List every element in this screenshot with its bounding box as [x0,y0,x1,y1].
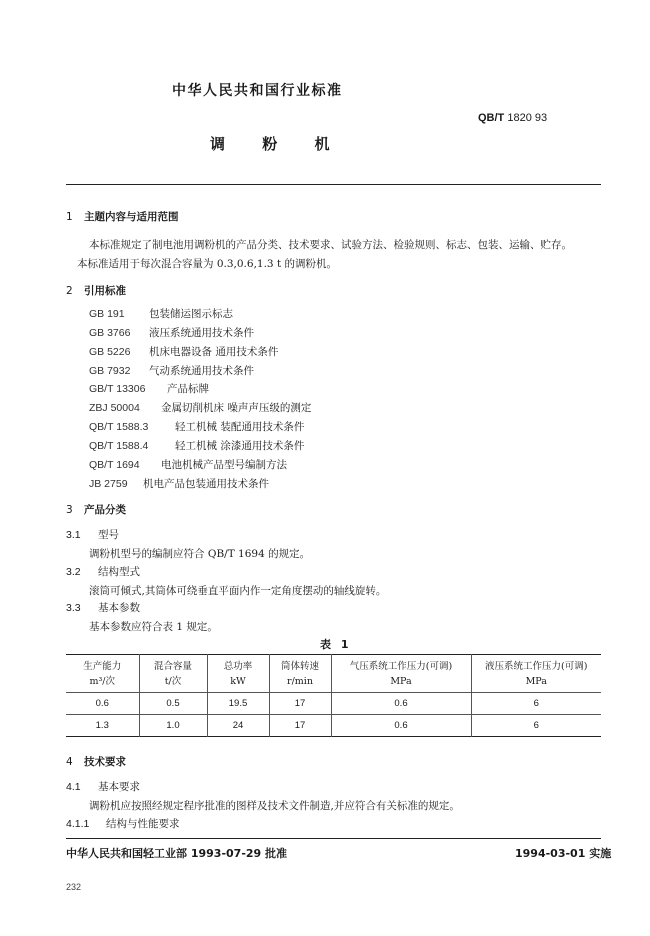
reference-item [89,363,254,378]
subsection-3-3-heading [66,600,140,615]
reference-name: 包装储运图示标志 [149,308,233,320]
subsection-title: 基本要求 [98,781,140,793]
column-unit: r/min [287,675,313,687]
subsection-3-1-text: 调粉机型号的编制应符合 QB/T 1694 的规定。 [89,548,311,560]
table-cell: 1.3 [95,720,109,731]
section-title: 主题内容与适用范围 [84,211,179,223]
reference-item [89,438,304,453]
subsection-3-3-text: 基本参数应符合表 1 规定。 [89,621,218,633]
column-unit: m³/次 [89,675,116,687]
reference-code: QB/T 1694 [89,459,140,471]
table-cell: 1.0 [139,715,207,737]
section-2-heading [66,283,126,298]
table-cell: 0.5 [139,693,207,715]
table-caption: 表 1 [320,638,352,651]
subsection-number: 4.1 [66,781,81,793]
reference-code: JB 2759 [89,478,128,490]
column-name: 混合容量 [153,660,192,672]
standard-number: 1820 93 [507,112,548,124]
table-cell: 17 [269,693,331,715]
table-row [66,715,601,737]
reference-code: GB 3766 [89,327,131,339]
subsection-title: 结构与性能要求 [106,818,180,830]
subsection-number: 3.1 [66,529,81,541]
column-unit: t/次 [164,675,182,687]
subsection-3-1-heading [66,527,119,542]
table-cell: 17 [269,715,331,737]
column-name: 总功率 [223,660,253,672]
section-3-heading [66,502,126,517]
table-cell: 24 [207,715,269,737]
section-1-line-1: 本标准规定了制电池用调粉机的产品分类、技术要求、试验方法、检验规则、标志、包装、运输、贮存。 [89,239,572,251]
section-1-line-2: 本标准适用于每次混合容量为 0.3,0.6,1.3 t 的调粉机。 [77,258,338,270]
reference-name: 机电产品包装通用技术条件 [143,478,269,490]
subsection-4-1-1-heading [66,816,180,831]
table-header-cell [471,655,601,693]
section-number: 4 [66,756,73,768]
subsection-4-1-text: 调粉机应按照经规定程序批准的图样及技术文件制造,并应符合有关标准的规定。 [89,800,460,812]
org-title: 中华人民共和国行业标准 [172,83,343,99]
table-cell: 6 [471,715,601,737]
reference-item [89,419,304,434]
header-divider [66,184,601,185]
column-name: 液压系统工作压力(可调) [485,660,588,672]
table-cell: 0.6 [95,698,109,709]
parameter-table [66,654,601,737]
subsection-3-2-heading [66,564,140,579]
reference-item [89,344,278,359]
reference-name: 液压系统通用技术条件 [149,327,254,339]
reference-item [89,476,269,491]
subsection-title: 型号 [98,529,119,541]
table-header-row [66,655,601,693]
table-row [66,693,601,715]
table-cell: 0.6 [331,693,471,715]
footer-divider [66,838,601,839]
reference-item [89,306,233,321]
section-4-heading [66,754,126,769]
subsection-3-2-text: 滚筒可倾式,其筒体可绕垂直平面内作一定角度摆动的轴线旋转。 [89,585,387,597]
section-title: 技术要求 [84,756,126,768]
reference-code: QB/T 1588.3 [89,421,149,433]
reference-code: GB/T 13306 [89,383,146,395]
reference-code: GB 191 [89,308,125,320]
section-title: 引用标准 [84,285,126,297]
table-header-cell [331,655,471,693]
column-unit: kW [230,675,246,687]
reference-item [89,400,311,415]
subsection-title: 基本参数 [98,602,140,614]
table-header-cell [207,655,269,693]
subsection-number: 4.1.1 [66,818,90,830]
subsection-title: 结构型式 [98,566,140,578]
column-name: 筒体转速 [280,660,319,672]
table-header-cell [269,655,331,693]
section-number: 2 [66,285,73,297]
document-title: 调 粉 机 [210,135,331,153]
reference-code: QB/T 1588.4 [89,440,149,452]
column-name: 生产能力 [83,660,122,672]
page-number: 232 [66,882,82,892]
reference-code: GB 7932 [89,365,131,377]
reference-name: 轻工机械 涂漆通用技术条件 [175,440,305,452]
column-unit: MPa [390,675,412,687]
approval-date: 中华人民共和国轻工业部 1993-07-29 批准 [66,847,288,860]
table-cell: 6 [471,693,601,715]
subsection-4-1-heading [66,779,140,794]
subsection-number: 3.3 [66,602,81,614]
reference-code: ZBJ 50004 [89,402,140,414]
reference-name: 电池机械产品型号编制方法 [161,459,287,471]
reference-name: 产品标牌 [167,383,209,395]
reference-item [89,457,287,472]
reference-item [89,381,209,396]
section-number: 3 [66,504,73,516]
reference-name: 机床电器设备 通用技术条件 [149,346,279,358]
section-number: 1 [66,211,73,223]
reference-name: 轻工机械 装配通用技术条件 [175,421,305,433]
table-cell: 19.5 [207,693,269,715]
table-header-cell [66,655,139,693]
reference-code: GB 5226 [89,346,131,358]
column-unit: MPa [525,675,547,687]
reference-name: 气动系统通用技术条件 [149,365,254,377]
table-header-cell [139,655,207,693]
standard-code [478,112,547,124]
effective-date: 1994-03-01 实施 [515,847,612,860]
standard-prefix: QB/T [478,112,505,124]
reference-item [89,325,254,340]
table-cell: 0.6 [331,715,471,737]
section-title: 产品分类 [84,504,126,516]
reference-name: 金属切削机床 噪声声压级的测定 [161,402,312,414]
column-name: 气压系统工作压力(可调) [349,660,453,672]
subsection-number: 3.2 [66,566,81,578]
section-1-heading [66,209,179,224]
